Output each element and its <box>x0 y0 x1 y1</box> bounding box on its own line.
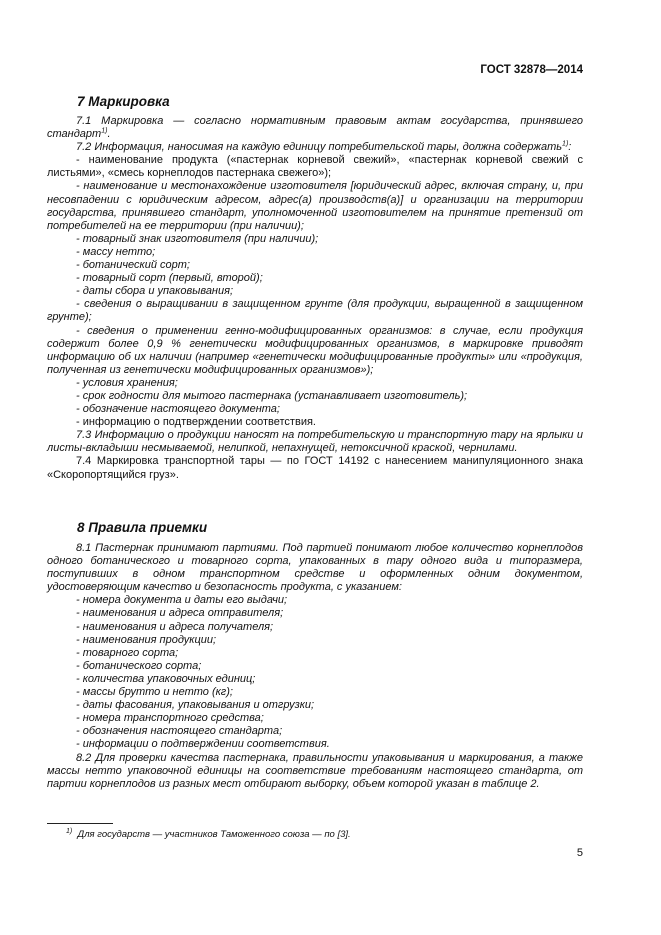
paragraph-8-1: 8.1 Пастернак принимают партиями. Под партией понимают любое количество корнеплодов одного ботанического и товарного сорта, упакованных в тару одного вида и типоразмера, поступивших в одном транспортном средстве и оформленных одним документом, удостоверяющим качество и безопасность продукта, с указанием: <box>47 542 583 594</box>
list-item: - товарного сорта; <box>76 646 179 659</box>
section-8-title: 8 Правила приемки <box>77 520 208 535</box>
footnote: $^{1)}$ Для государств — участников Таможенного союза — по [3]. <box>66 827 351 840</box>
list-item: - даты фасования, упаковывания и отгрузки; <box>76 699 315 712</box>
list-item: - даты сбора и упаковывания; <box>76 285 234 298</box>
list-item: - условия хранения; <box>76 376 178 389</box>
paragraph-7-3: 7.3 Информацию о продукции наносят на потребительскую и транспортную тару на ярлыки и листы-вкладыши несмываемой, нелипкой, непахнущей, нетоксичной краской, чернилами. <box>47 429 583 455</box>
list-item: - товарный сорт (первый, второй); <box>76 272 263 285</box>
list-item: - номера документа и даты его выдачи; <box>76 594 288 607</box>
list-item: - ботанический сорт; <box>76 259 190 272</box>
list-item: - наименования и адреса получателя; <box>76 620 274 633</box>
paragraph-7-2: 7.2 Информация, наносимая на каждую единицу потребительской тары, должна содержать$^{1)}$: <box>76 140 572 154</box>
list-item: - наименования продукции; <box>76 633 217 646</box>
list-item: - количества упаковочных единиц; <box>76 672 256 685</box>
list-item: - товарный знак изготовителя (при наличии); <box>76 232 319 245</box>
paragraph-8-2: 8.2 Для проверки качества пастернака, правильности упаковывания и маркирования, а также массы нетто упаковочной единицы на соответствие требованиям настоящего стандарта, от партии корнеплодов из разных мест отбирают выборку, объем которой указан в таблице 2. <box>47 751 583 790</box>
paragraph-7-1: 7.1 Маркировка — согласно нормативным правовым актам государства, принявшего стандарт$^{1)}$. <box>47 115 583 141</box>
list-item: - массы брутто и нетто (кг); <box>76 686 233 699</box>
list-item: - номера транспортного средства; <box>76 712 264 725</box>
list-item: - наименование и местонахождение изготовителя [юридический адрес, включая страну, и, при несовпадении с юридическим адресом, адрес(а) производств(а)] и организации на территории государства, принявшего стандарт, уполномоченной изготовителем на принятие претензий от потребителей на ее территории (при наличии); <box>47 180 583 232</box>
paragraph-7-4: 7.4 Маркировка транспортной тары — по ГОСТ 14192 с нанесением манипуляционного знака «Скоропортящийся груз». <box>47 455 583 481</box>
list-item: - обозначения настоящего стандарта; <box>76 725 283 738</box>
footnote-separator <box>47 823 113 824</box>
footnote-mark: 1) <box>66 827 73 835</box>
page-number: 5 <box>576 847 583 859</box>
list-item: - наименование продукта («пастернак корневой свежий», «пастернак корневой свежий с листьями», «смесь корнеплодов пастернака свежего»); <box>47 154 583 180</box>
list-item: - информации о подтверждении соответствия. <box>76 738 330 751</box>
section-7-title: 7 Маркировка <box>77 94 170 109</box>
footnote-ref: 1) <box>562 140 569 148</box>
list-item: - сведения о выращивании в защищенном грунте (для продукции, выращенной в защищенном грунте); <box>47 298 583 324</box>
section-7-body <box>47 115 583 482</box>
section-8-body <box>47 542 583 791</box>
list-item: - срок годности для мытого пастернака (устанавливает изготовитель); <box>76 389 468 402</box>
list-item: - ботанического сорта; <box>76 659 202 672</box>
footnote-ref: 1) <box>101 127 108 135</box>
list-item: - информацию о подтверждении соответствия. <box>76 416 316 429</box>
list-item: - обозначение настоящего документа; <box>76 403 280 416</box>
list-item: - массу нетто; <box>76 245 156 258</box>
standard-designation: ГОСТ 32878—2014 <box>480 64 583 76</box>
list-item: - наименования и адреса отправителя; <box>76 607 284 620</box>
list-item: - сведения о применении генно-модифицированных организмов: в случае, если продукция содержит более 0,9 % генетически модифицированных организмов, в маркировке приводят информацию об их наличии (например «генетически модифицированные продукты» или «продукция, полученная из генетически модифицированных организмов»); <box>47 324 583 376</box>
